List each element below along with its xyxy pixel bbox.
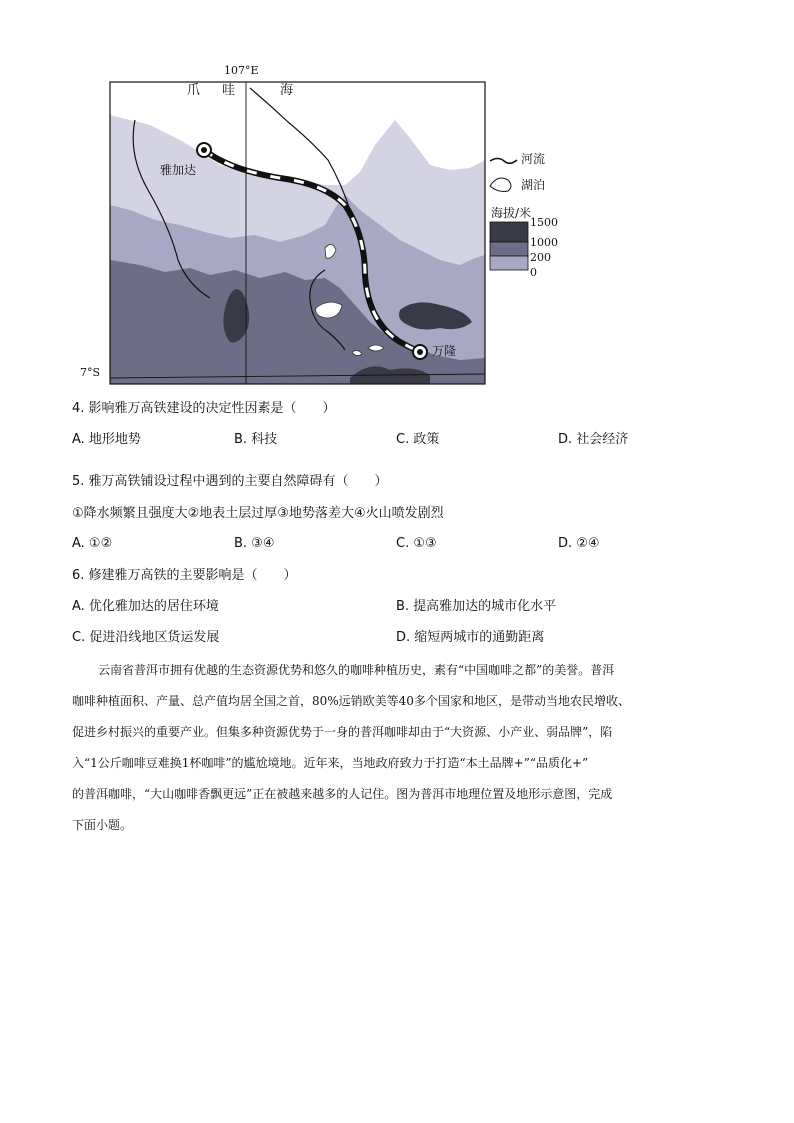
sea-label-2: 哇 — [222, 83, 236, 98]
q6-option-a[interactable]: A. 优化雅加达的居住环境 — [72, 599, 219, 614]
passage-line-1: 云南省普洱市拥有优越的生态资源优势和悠久的咖啡种植历史，素有“中国咖啡之都”的美誉。普洱 — [98, 663, 615, 677]
passage-line-4: 入“1公斤咖啡豆难换1杯咖啡”的尴尬境地。近年来，当地政府致力于打造“本土品牌+”“品质化+” — [72, 756, 589, 770]
city-marker-jakarta — [197, 143, 211, 157]
question-5-choices: ①降水频繁且强度大②地表土层过厚③地势落差大④火山喷发剧烈 — [72, 506, 444, 521]
lat-label: 7°S — [80, 366, 101, 379]
legend-swatch-200 — [490, 256, 528, 270]
sea-label-1: 爪 — [187, 83, 201, 98]
legend-river-icon — [490, 159, 517, 164]
legend-river-label: 河流 — [521, 152, 546, 166]
sea-label-3: 海 — [280, 83, 294, 98]
passage-line-2: 咖啡种植面积、产量、总产值均居全国之首，80%远销欧美等40多个国家和地区，是带动当地农民增收、 — [72, 694, 630, 708]
q5-option-a[interactable]: A. ①② — [72, 536, 113, 551]
question-6-stem: 6. 修建雅万高铁的主要影响是（ ） — [72, 568, 297, 583]
legend-swatch-1000 — [490, 242, 528, 256]
legend-elevation-title: 海拔/米 — [491, 206, 532, 220]
legend-lake-icon — [490, 178, 511, 191]
legend-level-0: 0 — [530, 266, 537, 279]
passage-line-6: 下面小题。 — [72, 818, 133, 832]
city-marker-bandung — [413, 345, 427, 359]
map-graphic — [70, 60, 590, 390]
city-label-bandung: 万隆 — [432, 344, 457, 358]
q5-option-d[interactable]: D. ②④ — [558, 536, 600, 551]
q5-option-c[interactable]: C. ①③ — [396, 536, 437, 551]
q6-option-b[interactable]: B. 提高雅加达的城市化水平 — [396, 599, 557, 614]
q6-option-d[interactable]: D. 缩短两城市的通勤距离 — [396, 630, 545, 645]
lon-label: 107°E — [224, 64, 259, 77]
legend-elevation-bar — [490, 222, 528, 270]
q4-option-c[interactable]: C. 政策 — [396, 432, 440, 447]
legend-swatch-1500 — [490, 222, 528, 242]
legend-level-1500: 1500 — [530, 216, 558, 229]
passage-line-5: 的普洱咖啡，“大山咖啡香飘更远”正在被越来越多的人记住。图为普洱市地理位置及地形示意图，完成 — [72, 787, 613, 801]
q4-option-d[interactable]: D. 社会经济 — [558, 432, 629, 447]
legend-level-1000: 1000 — [530, 236, 558, 249]
legend-level-200: 200 — [530, 251, 551, 264]
question-5-stem: 5. 雅万高铁铺设过程中遇到的主要自然障碍有（ ） — [72, 474, 388, 489]
q6-option-c[interactable]: C. 促进沿线地区货运发展 — [72, 630, 220, 645]
question-4-stem: 4. 影响雅万高铁建设的决定性因素是（ ） — [72, 401, 336, 416]
city-label-jakarta: 雅加达 — [160, 163, 197, 177]
legend-lake-label: 湖泊 — [521, 178, 546, 192]
terrain-map — [70, 60, 590, 390]
passage-line-3: 促进乡村振兴的重要产业。但集多种资源优势于一身的普洱咖啡却由于“大资源、小产业、弱品牌”，陷 — [72, 725, 613, 739]
q4-option-b[interactable]: B. 科技 — [234, 432, 278, 447]
q5-option-b[interactable]: B. ③④ — [234, 536, 275, 551]
q4-option-a[interactable]: A. 地形地势 — [72, 432, 141, 447]
